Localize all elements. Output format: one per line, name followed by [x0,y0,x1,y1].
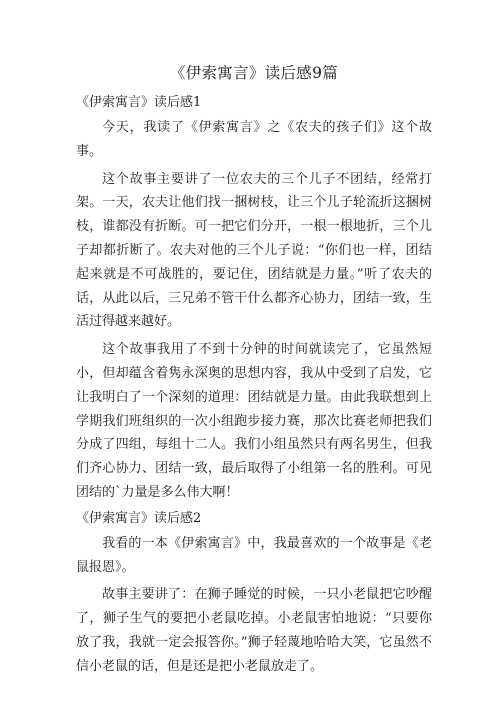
document-page [76,62,432,683]
paragraph: 故事主要讲了：在狮子睡觉的时候，一只小老鼠把它吵醒了，狮子生气的要把小老鼠吃掉。小老鼠害怕地说：“只要你放了我，我就一定会报答你。”狮子轻蔑地哈哈大笑，它虽然不信小老鼠的话，但是还是把小老鼠放走了。 [76,587,432,674]
paragraph: 这个故事主要讲了一位农夫的三个儿子不团结，经常打架。一天，农夫让他们找一捆树枝，让三个儿子轮流折这捆树枝，谁都没有折断。可一把它们分开，一根一根地折，三个儿子却都折断了。农夫对他的三个儿子说：“你们也一样，团结起来就是不可战胜的，要记住，团结就是力量。”听了农夫的话，从此以后，三兄弟不管干什么都齐心协力，团结一致，生活过得越来越好。 [76,171,432,330]
section-heading: 《伊索寓言》读后感2 [76,510,202,526]
paragraph: 我看的一本《伊索寓言》中，我最喜欢的一个故事是《老鼠报恩》。 [76,535,432,575]
section-1 [76,93,432,505]
section-heading: 《伊索寓言》读后感1 [76,95,202,110]
document-title: 《伊索寓言》读后感9篇 [169,64,339,82]
paragraph: 今天，我读了《伊索寓言》之《农夫的孩子们》这个故事。 [76,120,432,159]
paragraph: 这个故事我用了不到十分钟的时间就读完了，它虽然短小，但却蕴含着隽永深奥的思想内容，我从中受到了启发，它让我明白了一个深刻的道理：团结就是力量。由此我联想到上学期我们班组织的一次小组跑步接力赛，那次比赛老师把我们分成了四组，每组十二人。我们小组虽然只有两名男生，但我们齐心协力、团结一致，最后取得了小组第一名的胜利。可见团结的`力量是多么伟大啊！ [76,342,432,500]
section-2 [76,509,432,679]
